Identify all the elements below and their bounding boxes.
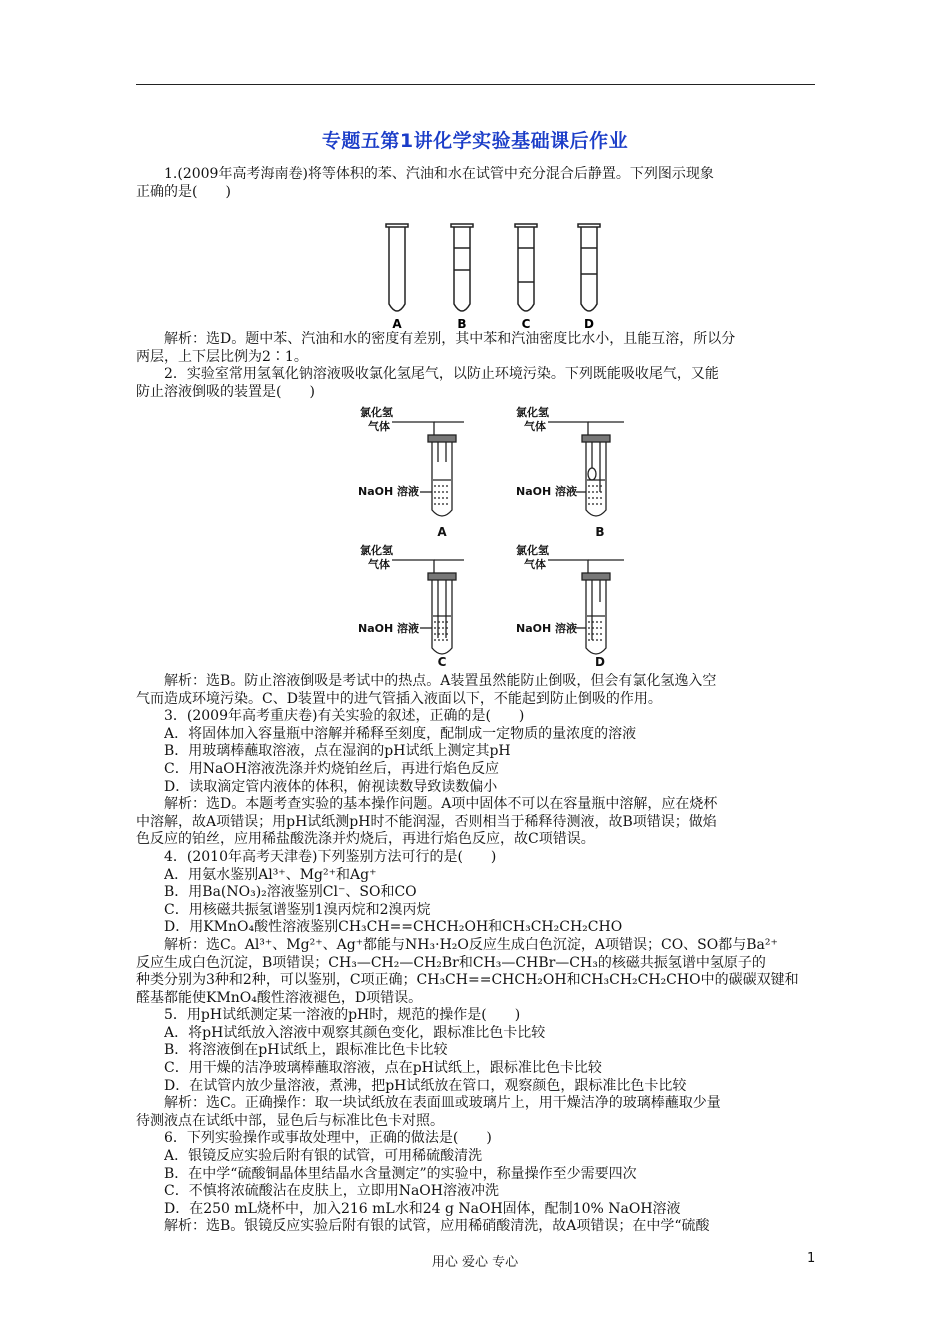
text-line: B．在中学“硫酸铜晶体里结晶水含量测定”的实验中，称量操作至少需要四次 [164, 1165, 637, 1182]
absorption-apparatus-figure [352, 402, 642, 670]
text-line: A．将固体加入容量瓶中溶解并稀释至刻度，配制成一定物质的量浓度的溶液 [164, 725, 637, 742]
text-line: 解析：选B。银镜反应实验后附有银的试管，应用稀硝酸清洗，故A项错误；在中学“硫酸 [164, 1218, 710, 1235]
text-line: A．将pH试纸放入溶液中观察其颜色变化，跟标准比色卡比较 [164, 1024, 546, 1041]
text-line: C．用核磁共振氢谱鉴别1溴丙烷和2溴丙烷 [164, 901, 431, 918]
page-title: 专题五第1讲化学实验基础课后作业 [321, 130, 629, 152]
page-number: 1 [807, 1251, 816, 1266]
apparatus-label: B [595, 525, 605, 539]
header-rule [136, 84, 815, 85]
text-line: D．在试管内放少量溶液，煮沸，把pH试纸放在管口，观察颜色，跟标准比色卡比较 [164, 1077, 687, 1094]
apparatus-label: A [437, 525, 447, 539]
text-line: 4．(2010年高考天津卷)下列鉴别方法可行的是( ) [164, 848, 497, 865]
text-line: 种类分别为3种和2种，可以鉴别，C项正确；CH₃CH==CHCH₂OH和CH₃CH₂CH₂CHO中的碳碳双键和 [136, 972, 799, 989]
apparatus-d [548, 560, 624, 654]
text-line: C．用NaOH溶液洗涤并灼烧铂丝后，再进行焰色反应 [164, 760, 499, 777]
tube-label: B [457, 317, 467, 330]
solution-label: NaOH 溶液 [516, 622, 578, 635]
gas-label: 气体 [368, 558, 390, 571]
text-line: B．用玻璃棒蘸取溶液，点在湿润的pH试纸上测定其pH [164, 743, 511, 760]
tube-c [515, 224, 537, 311]
text-line: D．在250 mL烧杯中，加入216 mL水和24 g NaOH固体，配制10% NaOH溶液 [164, 1200, 681, 1217]
apparatus-label: D [595, 655, 605, 669]
test-tubes-figure [370, 222, 620, 330]
text-line: B．将溶液倒在pH试纸上，跟标准比色卡比较 [164, 1042, 448, 1059]
apparatus-label: C [437, 655, 447, 669]
text-line: C．用干燥的洁净玻璃棒蘸取溶液，点在pH试纸上，跟标准比色卡比较 [164, 1060, 602, 1077]
text-line: 6．下列实验操作或事故处理中，正确的做法是( ) [164, 1130, 492, 1147]
gas-label: 气体 [524, 558, 546, 571]
gas-label: 气体 [368, 420, 390, 433]
gas-label: 气体 [524, 420, 546, 433]
tube-label: C [521, 317, 531, 330]
questions-3-to-6 [136, 673, 815, 1236]
gas-label: 氯化氢 [360, 406, 393, 419]
tube-label: D [584, 317, 594, 330]
text-line: 醛基都能使KMnO₄酸性溶液褪色，D项错误。 [136, 989, 423, 1006]
apparatus-a [392, 422, 464, 516]
tube-label: A [392, 317, 402, 330]
text-line: C．不慎将浓硫酸沾在皮肤上，立即用NaOH溶液冲洗 [164, 1183, 499, 1200]
tube-a [386, 224, 408, 311]
text-line: 解析：选C。Al³⁺、Mg²⁺、Ag⁺都能与NH₃·H₂O反应生成白色沉淀，A项错误；CO、SO都与Ba²⁺ [164, 936, 778, 953]
page-footer: 用心 爱心 专心 [431, 1255, 519, 1270]
gas-label: 氯化氢 [516, 406, 549, 419]
text-line: 两层，上下层比例为2∶1。 [136, 348, 308, 365]
answer-1-question-2 [136, 331, 815, 401]
gas-label: 氯化氢 [516, 544, 549, 557]
text-line: 解析：选D。本题考查实验的基本操作问题。A项中固体不可以在容量瓶中溶解，应在烧杯 [164, 796, 718, 813]
text-line: B．用Ba(NO₃)₂溶液鉴别Cl⁻、SO和CO [164, 884, 417, 901]
text-line: 反应生成白色沉淀，B项错误；CH₃—CH₂—CH₂Br和CH₃—CHBr—CH₃的核磁共振氢谱中氢原子的 [136, 954, 766, 971]
apparatus-c [392, 560, 464, 654]
text-line: 正确的是( ) [136, 183, 231, 200]
text-line: 防止溶液倒吸的装置是( ) [136, 383, 315, 400]
tube-d [578, 224, 600, 311]
text-line: 3．(2009年高考重庆卷)有关实验的叙述，正确的是( ) [164, 708, 525, 725]
text-line: 解析：选C。正确操作：取一块试纸放在表面皿或玻璃片上，用干燥洁净的玻璃棒蘸取少量 [164, 1095, 721, 1112]
text-line: A．银镜反应实验后附有银的试管，可用稀硫酸清洗 [164, 1148, 483, 1165]
solution-label: NaOH 溶液 [358, 485, 420, 498]
tube-b [451, 224, 473, 311]
gas-label: 氯化氢 [360, 544, 393, 557]
text-line: D．用KMnO₄酸性溶液鉴别CH₃CH==CHCH₂OH和CH₃CH₂CH₂CHO [164, 919, 623, 936]
text-line: 中溶解，故A项错误；用pH试纸测pH时不能润湿，否则相当于稀释待测液，故B项错误；做焰 [136, 813, 717, 830]
text-line: 1.(2009年高考海南卷)将等体积的苯、汽油和水在试管中充分混合后静置。下列图示现象 [164, 166, 714, 182]
question-1 [136, 166, 815, 201]
text-line: D．读取滴定管内液体的体积，俯视读数导致读数偏小 [164, 778, 498, 795]
solution-label: NaOH 溶液 [516, 485, 578, 498]
solution-label: NaOH 溶液 [358, 622, 420, 635]
text-line: A．用氨水鉴别Al³⁺、Mg²⁺和Ag⁺ [164, 866, 377, 883]
text-line: 5．用pH试纸测定某一溶液的pH时，规范的操作是( ) [164, 1007, 521, 1024]
text-line: 气而造成环境污染。C、D装置中的进气管插入液面以下，不能起到防止倒吸的作用。 [136, 690, 662, 707]
text-line: 色反应的铂丝，应用稀盐酸洗涤并灼烧后，再进行焰色反应，故C项错误。 [136, 831, 595, 848]
text-line: 待测液点在试纸中部，显色后与标准比色卡对照。 [136, 1112, 444, 1129]
text-line: 解析：选B。防止溶液倒吸是考试中的热点。A装置虽然能防止倒吸，但会有氯化氢逸入空 [164, 673, 717, 689]
apparatus-b [548, 422, 624, 516]
text-line: 解析：选D。题中苯、汽油和水的密度有差别，其中苯和汽油密度比水小，且能互溶，所以分 [164, 331, 736, 347]
text-line: 2．实验室常用氢氧化钠溶液吸收氯化氢尾气，以防止环境污染。下列既能吸收尾气，又能 [164, 366, 719, 383]
